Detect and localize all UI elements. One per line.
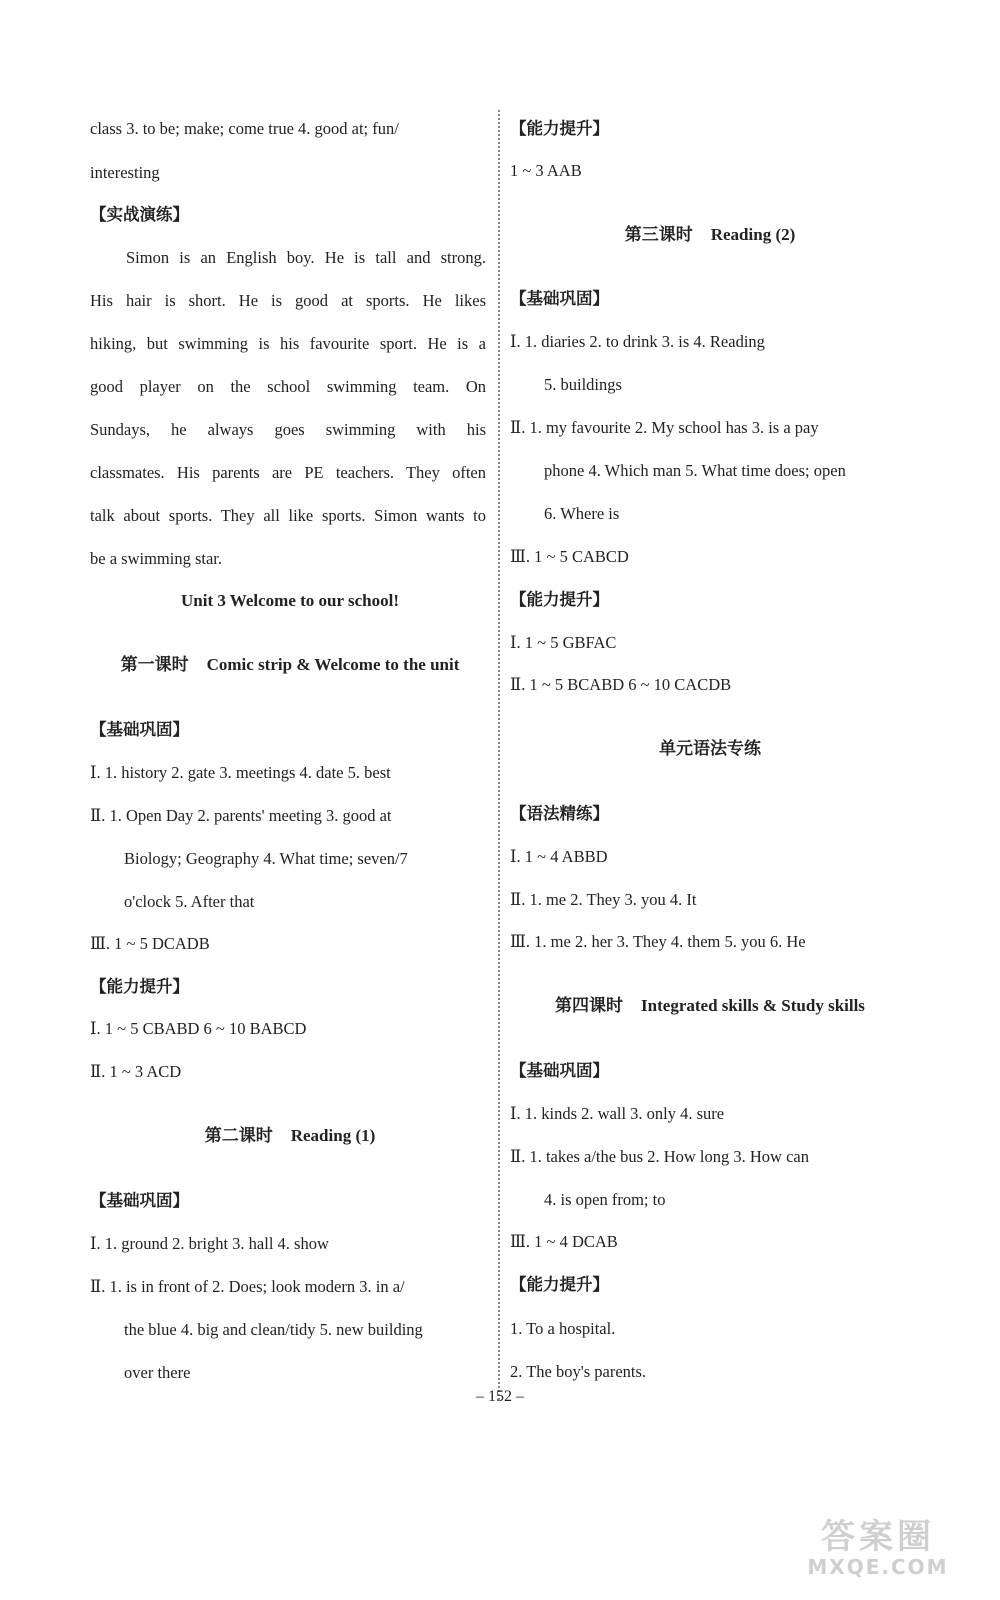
lesson-title [510, 995, 910, 1017]
answer-line: Ⅰ. 1. history 2. gate 3. meetings 4. date 5. best [90, 763, 391, 782]
answer-line: Ⅲ. 1. me 2. her 3. They 4. them 5. you 6. He [510, 932, 806, 951]
answer-line: Ⅲ. 1 ~ 5 CABCD [510, 547, 629, 566]
answer-line: Ⅰ. 1. ground 2. bright 3. hall 4. show [90, 1234, 329, 1253]
section-heading-shizhan: 【实战演练】 [90, 205, 189, 224]
answer-line: Ⅱ. 1 ~ 5 BCABD 6 ~ 10 CACDB [510, 675, 732, 694]
lesson-number: 第一课时 [120, 655, 189, 675]
answer-line: Ⅱ. 1. takes a/the bus 2. How long 3. How can [510, 1147, 809, 1166]
essay-line: good player on the school swimming team. On [90, 377, 486, 396]
lesson-title [90, 1125, 490, 1147]
answer-line: Ⅱ. 1. me 2. They 3. you 4. It [510, 890, 697, 909]
lesson-number: 第二课时 [204, 1126, 273, 1146]
essay-line: Simon is an English boy. He is tall and strong. [126, 248, 486, 267]
answer-line: 1. To a hospital. [510, 1319, 616, 1338]
answer-line: over there [124, 1363, 191, 1382]
section-heading-jichu: 【基础巩固】 [510, 1061, 609, 1080]
answer-line: Ⅰ. 1. diaries 2. to drink 3. is 4. Reading [510, 332, 765, 351]
answer-line: Ⅱ. 1. is in front of 2. Does; look modern 3. in a/ [90, 1277, 405, 1296]
answer-line: 2. The boy's parents. [510, 1362, 647, 1381]
answer-line: 6. Where is [544, 504, 620, 523]
answer-line: 4. is open from; to [544, 1190, 666, 1209]
site-watermark [778, 1518, 978, 1582]
watermark-logo-text: 答案圈 [821, 1517, 935, 1557]
answer-line: Ⅲ. 1 ~ 5 DCADB [90, 934, 210, 953]
lesson-title [510, 224, 910, 246]
section-heading-yufa: 【语法精练】 [510, 804, 609, 823]
answer-line: interesting [90, 163, 160, 182]
lesson-name: Reading (2) [710, 225, 796, 244]
answer-line: Ⅱ. 1 ~ 3 ACD [90, 1062, 182, 1081]
lesson-name: Reading (1) [290, 1126, 376, 1145]
column-divider [498, 110, 500, 1400]
answer-line: 1 ~ 3 AAB [510, 161, 582, 180]
section-heading-nengli: 【能力提升】 [510, 1275, 609, 1294]
unit-title: Unit 3 Welcome to our school! [181, 591, 399, 610]
essay-line: hiking, but swimming is his favourite sport. He is a [90, 334, 486, 353]
lesson-name: Comic strip & Welcome to the unit [206, 655, 460, 674]
answer-line: Ⅲ. 1 ~ 4 DCAB [510, 1232, 618, 1251]
answer-line: Ⅰ. 1 ~ 4 ABBD [510, 847, 608, 866]
answer-line: o'clock 5. After that [124, 892, 255, 911]
essay-line: talk about sports. They all like sports. Simon wants to [90, 506, 486, 525]
answer-line: class 3. to be; make; come true 4. good at; fun/ [90, 119, 399, 138]
section-heading-jichu: 【基础巩固】 [90, 1191, 189, 1210]
answer-line: the blue 4. big and clean/tidy 5. new building [124, 1320, 423, 1339]
section-heading-jichu: 【基础巩固】 [510, 289, 609, 308]
answer-line: phone 4. Which man 5. What time does; open [544, 461, 846, 480]
lesson-number: 第四课时 [555, 996, 624, 1016]
lesson-name: Integrated skills & Study skills [641, 996, 865, 1015]
answer-line: 5. buildings [544, 375, 622, 394]
essay-line: classmates. His parents are PE teachers. They often [90, 463, 486, 482]
answer-line: Ⅰ. 1. kinds 2. wall 3. only 4. sure [510, 1104, 725, 1123]
section-heading-nengli: 【能力提升】 [510, 119, 609, 138]
lesson-title [90, 654, 490, 676]
lesson-number: 第三课时 [624, 225, 693, 245]
watermark-domain: MXQE.COM [807, 1555, 949, 1579]
section-heading-nengli: 【能力提升】 [90, 977, 189, 996]
essay-line: be a swimming star. [90, 549, 222, 568]
page-number: – 152 – [476, 1388, 524, 1405]
answer-line: Ⅰ. 1 ~ 5 GBFAC [510, 633, 617, 652]
essay-line: Sundays, he always goes swimming with his [90, 420, 486, 439]
answer-line: Ⅱ. 1. my favourite 2. My school has 3. is a pay [510, 418, 819, 437]
grammar-title: 单元语法专练 [659, 739, 761, 759]
answer-line: Ⅰ. 1 ~ 5 CBABD 6 ~ 10 BABCD [90, 1019, 307, 1038]
answer-line: Ⅱ. 1. Open Day 2. parents' meeting 3. good at [90, 806, 392, 825]
answer-line: Biology; Geography 4. What time; seven/7 [124, 849, 408, 868]
section-heading-jichu: 【基础巩固】 [90, 720, 189, 739]
section-heading-nengli: 【能力提升】 [510, 590, 609, 609]
essay-line: His hair is short. He is good at sports. He likes [90, 291, 486, 310]
